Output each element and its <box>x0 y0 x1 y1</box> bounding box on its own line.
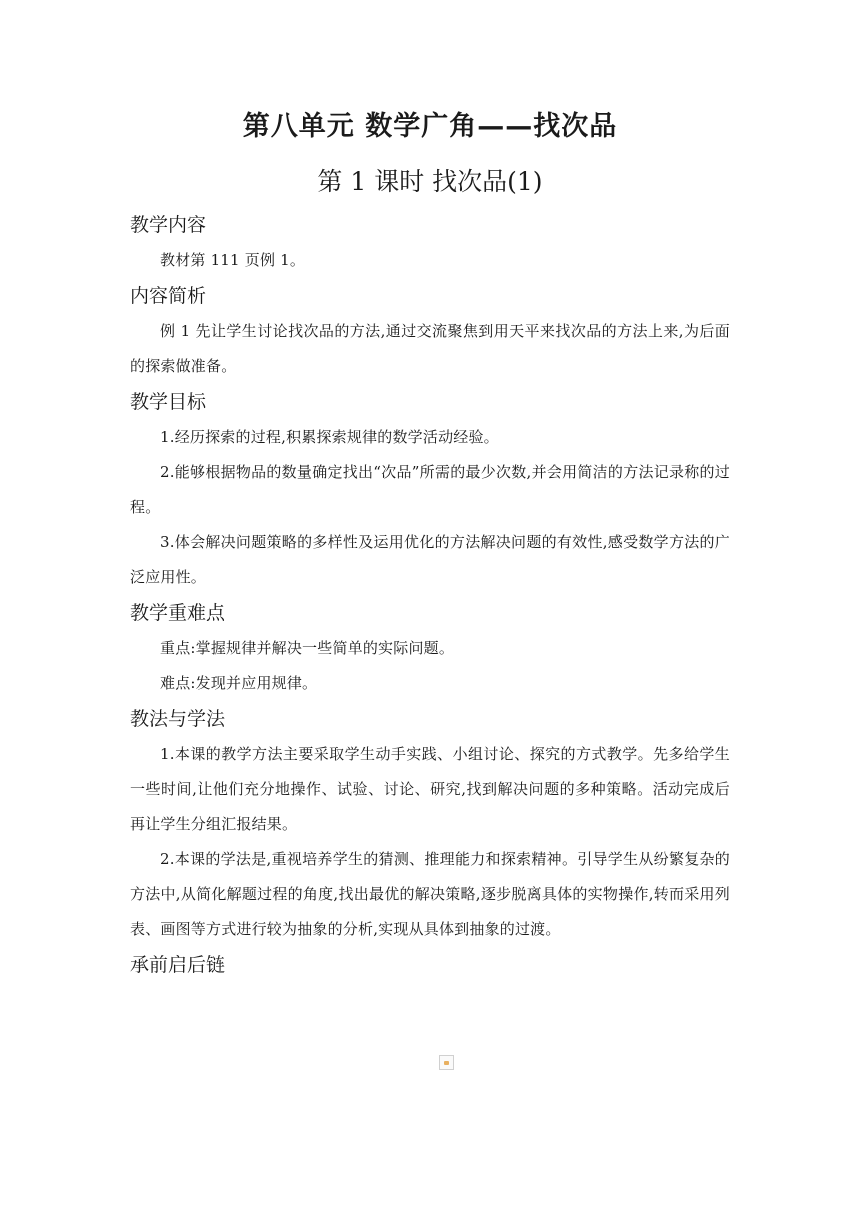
paragraph: 例 1 先让学生讨论找次品的方法,通过交流聚焦到用天平来找次品的方法上来,为后面的探索做准备。 <box>130 322 730 375</box>
paragraph: 2.能够根据物品的数量确定找出“次品”所需的最少次数,并会用简洁的方法记录称的过程。 <box>130 463 730 516</box>
section-content-analysis <box>130 278 730 384</box>
section-teaching-goals <box>130 384 730 595</box>
paragraph: 1.经历探索的过程,积累探索规律的数学活动经验。 <box>160 428 499 446</box>
paragraph: 重点:掌握规律并解决一些简单的实际问题。 <box>160 639 455 657</box>
paragraph: 难点:发现并应用规律。 <box>160 674 318 692</box>
section-continuity-chain <box>130 947 730 983</box>
section-heading: 内容简析 <box>130 285 207 307</box>
document-body <box>130 207 730 983</box>
section-teaching-content <box>130 207 730 278</box>
paragraph: 教材第 111 页例 1。 <box>160 251 306 269</box>
section-heading: 教学目标 <box>130 391 207 413</box>
unit-title: 第八单元 数学广角——找次品 <box>242 111 618 142</box>
section-heading: 教学内容 <box>130 214 207 236</box>
paragraph: 2.本课的学法是,重视培养学生的猜测、推理能力和探索精神。引导学生从纷繁复杂的方法中,从简化解题过程的角度,找出最优的解决策略,逐步脱离具体的实物操作,转而采用列表、画图等方式进行较为抽象的分析,实现从具体到抽象的过渡。 <box>130 850 730 938</box>
broken-image-icon <box>439 1055 454 1070</box>
section-heading: 教学重难点 <box>130 602 226 624</box>
paragraph: 3.体会解决问题策略的多样性及运用优化的方法解决问题的有效性,感受数学方法的广泛应用性。 <box>130 533 730 586</box>
section-methods <box>130 701 730 947</box>
lesson-title: 第 1 课时 找次品(1) <box>317 167 543 196</box>
paragraph: 1.本课的教学方法主要采取学生动手实践、小组讨论、探究的方式教学。先多给学生一些时间,让他们充分地操作、试验、讨论、研究,找到解决问题的多种策略。活动完成后再让学生分组汇报结果。 <box>130 745 730 833</box>
section-key-points <box>130 595 730 701</box>
section-heading: 教法与学法 <box>130 708 226 730</box>
section-heading: 承前启后链 <box>130 954 226 976</box>
